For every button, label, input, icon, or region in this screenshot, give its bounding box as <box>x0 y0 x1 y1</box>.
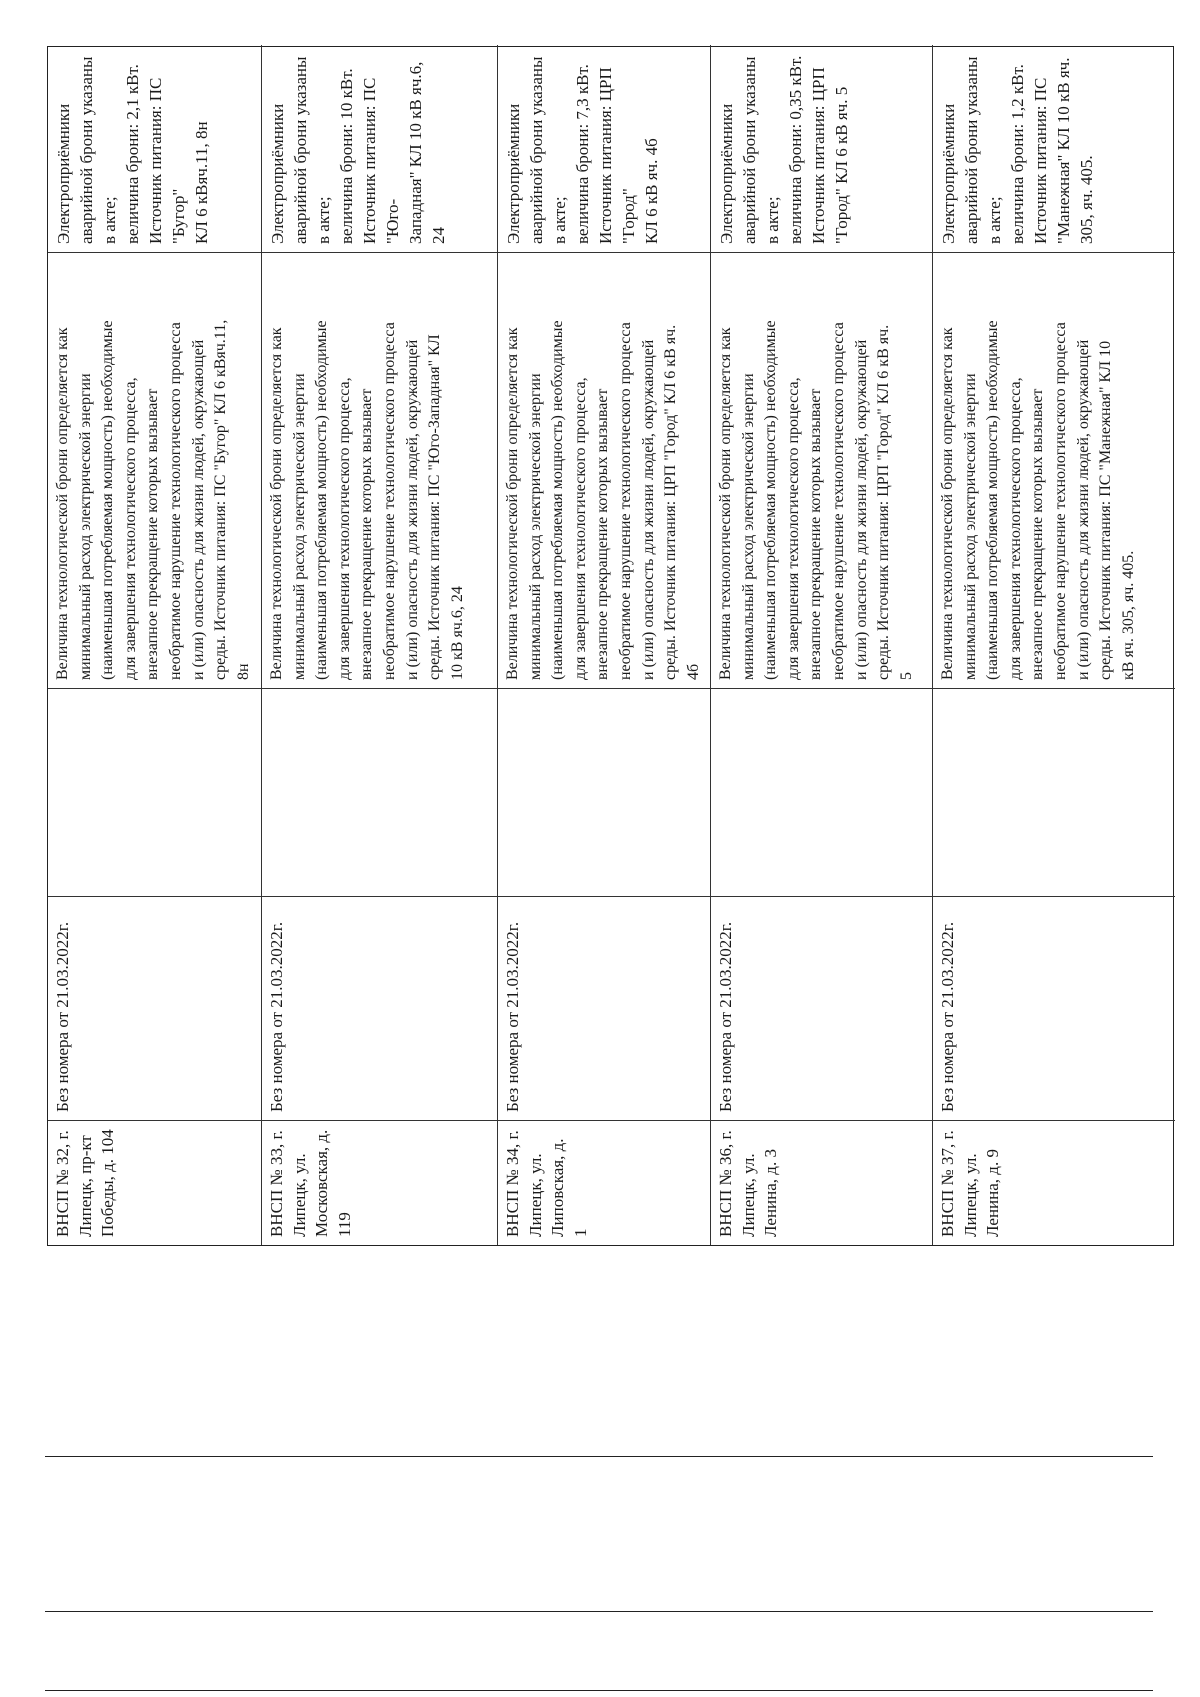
table-cell-empty <box>933 688 1175 896</box>
table-cell-act: Без номера от 21.03.2022г. <box>498 896 711 1120</box>
table-cell-act: Без номера от 21.03.2022г. <box>933 896 1175 1120</box>
table-cell-emergency-reserve: Электроприёмники аварийной брони указаны в акте; величина брони: 1,2 кВт. Источник питания: ПС "Манежная" КЛ 10 кВ яч. 305, яч. 405. <box>939 56 1096 244</box>
table-cell-empty <box>262 688 498 896</box>
table-cell-object: ВНСП № 32, г. Липецк, пр-кт Победы, д. 104 <box>48 1120 262 1245</box>
table-cell-object: ВНСП № 34, г. Липецк, ул. Липовская, д. 1 <box>498 1120 711 1245</box>
horizontal-rule <box>45 1690 1153 1691</box>
rotated-table-wrapper <box>47 46 1174 1246</box>
table-cell-empty <box>498 688 711 896</box>
table-cell-empty <box>711 688 933 896</box>
table-cell-act: Без номера от 21.03.2022г. <box>48 896 262 1120</box>
table-cell-tech-reserve: Величина технологической брони определяется как минимальный расход электрической энергии (наименьшая потребляемая мощность) необходимые для завершения технологического процесса, внезапное прекращение которых вызывает необратимое нарушение технологического процесса и (или) опасность для жизни людей, окружающей среды. Источник питания: ПС "Манежная" КЛ 10 кВ яч. 305, яч. 405. <box>933 252 1175 688</box>
reserve-table <box>47 46 1174 1246</box>
table-cell-emergency-reserve: Электроприёмники аварийной брони указаны в акте; величина брони: 10 кВт. Источник питания: ПС "Юго- Западная" КЛ 10 кВ яч.6, 24 <box>262 45 498 252</box>
table-cell-emergency-reserve: Электроприёмники аварийной брони указаны в акте; величина брони: 2,1 кВт. Источник питания: ПС "Бугор" КЛ 6 кВяч.11, 8н <box>48 45 262 252</box>
table-cell-emergency-reserve: Электроприёмники аварийной брони указаны в акте; величина брони: 7,3 кВт. Источник питания: ЦРП "Город" КЛ 6 кВ яч. 4б <box>498 45 711 252</box>
table-cell-object: ВНСП № 33, г. Липецк, ул. Московская, д. 119 <box>262 1120 498 1245</box>
table-cell-object: ВНСП № 37, г. Липецк, ул. Ленина, д. 9 <box>933 1120 1175 1245</box>
table-cell-object: ВНСП № 36, г. Липецк, ул. Ленина, д. 3 <box>711 1120 933 1245</box>
horizontal-rule <box>45 1611 1153 1612</box>
table-cell-tech-reserve: Величина технологической брони определяется как минимальный расход электрической энергии (наименьшая потребляемая мощность) необходимые для завершения технологического процесса, внезапное прекращение которых вызывает необратимое нарушение технологического процесса и (или) опасность для жизни людей, окружающей среды. Источник питания: ЦРП "Город" КЛ 6 кВ яч. 5 <box>711 252 933 688</box>
table-cell-act: Без номера от 21.03.2022г. <box>711 896 933 1120</box>
horizontal-rule <box>45 1456 1153 1457</box>
table-cell-act: Без номера от 21.03.2022г. <box>262 896 498 1120</box>
table-cell-empty <box>48 688 262 896</box>
table-cell-tech-reserve: Величина технологической брони определяется как минимальный расход электрической энергии (наименьшая потребляемая мощность) необходимые для завершения технологического процесса, внезапное прекращение которых вызывает необратимое нарушение технологического процесса и (или) опасность для жизни людей, окружающей среды. Источник питания: ПС "Юго-Западная" КЛ 10 кВ яч.6, 24 <box>262 252 498 688</box>
table-cell-emergency-reserve: Электроприёмники аварийной брони указаны в акте; величина брони: 0,35 кВт. Источник питания: ЦРП "Город" КЛ 6 кВ яч. 5 <box>711 45 933 252</box>
table-cell-tech-reserve: Величина технологической брони определяется как минимальный расход электрической энергии (наименьшая потребляемая мощность) необходимые для завершения технологического процесса, внезапное прекращение которых вызывает необратимое нарушение технологического процесса и (или) опасность для жизни людей, окружающей среды. Источник питания: ЦРП "Город" КЛ 6 кВ яч. 4б <box>498 252 711 688</box>
table-cell-tech-reserve: Величина технологической брони определяется как минимальный расход электрической энергии (наименьшая потребляемая мощность) необходимые для завершения технологического процесса, внезапное прекращение которых вызывает необратимое нарушение технологического процесса и (или) опасность для жизни людей, окружающей среды. Источник питания: ПС "Бугор" КЛ 6 кВяч.11, 8н <box>48 252 262 688</box>
